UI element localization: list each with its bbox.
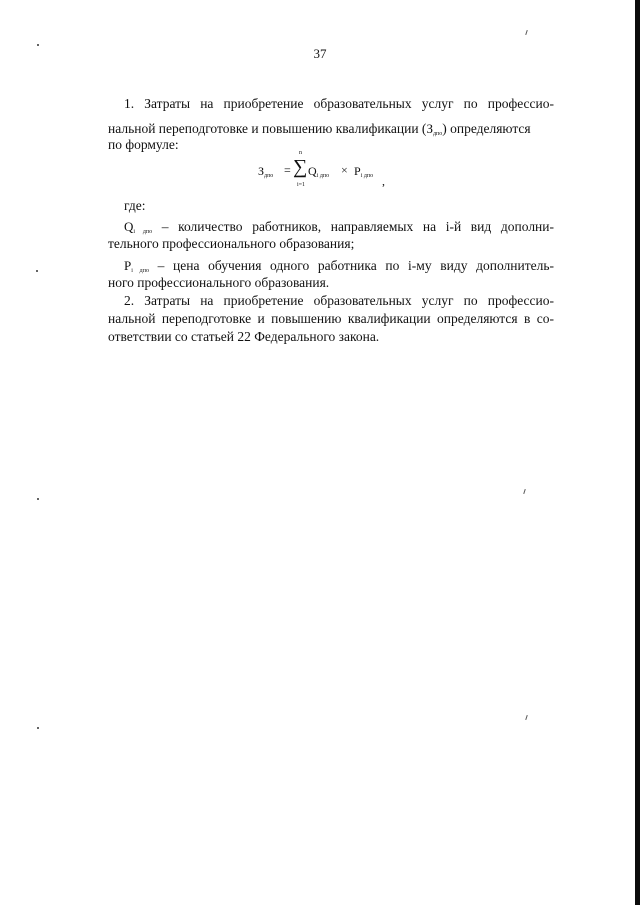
formula-lhs-subscript: дпо	[264, 173, 274, 179]
formula-q: Q	[308, 164, 317, 178]
definition-q-symbol: Q	[124, 219, 134, 234]
paragraph-2-line-1: 2. Затраты на приобретение образовательных услуг по профессио-	[124, 293, 554, 308]
paragraph-2-line-3: ответствии со статьей 22 Федерального закона.	[108, 329, 380, 344]
formula-q-subscript: i дпо	[316, 173, 330, 179]
cost-formula	[258, 150, 398, 192]
formula-lhs-symbol: З	[258, 164, 265, 178]
formula-equals: =	[284, 163, 291, 177]
formula-q-term	[308, 164, 329, 179]
definition-p-symbol: P	[124, 258, 132, 273]
definition-p-subscript: i дпо	[131, 268, 149, 274]
formula-lhs	[258, 164, 273, 179]
formula-sum-upper: n	[299, 150, 302, 156]
paragraph-1-line-3: по формуле:	[108, 137, 179, 152]
definition-q-line-2: тельного профессионального образования;	[108, 236, 355, 251]
paragraph-1-line-2-end: ) определяются	[442, 121, 531, 136]
definition-q-subscript: i дпо	[133, 229, 153, 235]
definition-p-line-2: ного профессионального образования.	[108, 275, 330, 290]
formula-sum-sign: ∑	[293, 156, 308, 178]
formula-p: P	[354, 164, 361, 178]
scan-speck	[37, 44, 39, 46]
definition-p-text: – цена обучения одного работника по i-му виду дополнитель-	[148, 258, 554, 273]
formula-sum-lower: i=1	[297, 182, 306, 188]
formula-p-subscript: i дпо	[360, 173, 374, 179]
definition-q-text: – количество работников, направляемых на i-й вид дополни-	[152, 219, 555, 234]
scan-speck	[37, 727, 39, 729]
scan-speck	[36, 270, 38, 272]
page-edge-border	[635, 0, 640, 905]
scan-mark	[525, 30, 527, 35]
scan-mark	[525, 715, 527, 720]
paragraph-1-line-1: 1. Затраты на приобретение образовательных услуг по профессио-	[124, 96, 554, 111]
scan-mark	[523, 489, 525, 494]
page-number: 37	[313, 46, 327, 61]
formula-times: ×	[341, 163, 348, 177]
where-label: где:	[124, 198, 146, 213]
paragraph-1-line-2-text: нальной переподготовке и повышению квалификации (	[108, 121, 427, 136]
cost-symbol: З	[426, 121, 433, 136]
formula-comma: ,	[382, 174, 385, 188]
paragraph-2-line-2: нальной переподготовке и повышению квалификации определяются в со-	[108, 311, 554, 326]
scan-speck	[37, 498, 39, 500]
formula-p-term	[354, 164, 373, 179]
cost-symbol-subscript: дпо	[432, 131, 443, 137]
